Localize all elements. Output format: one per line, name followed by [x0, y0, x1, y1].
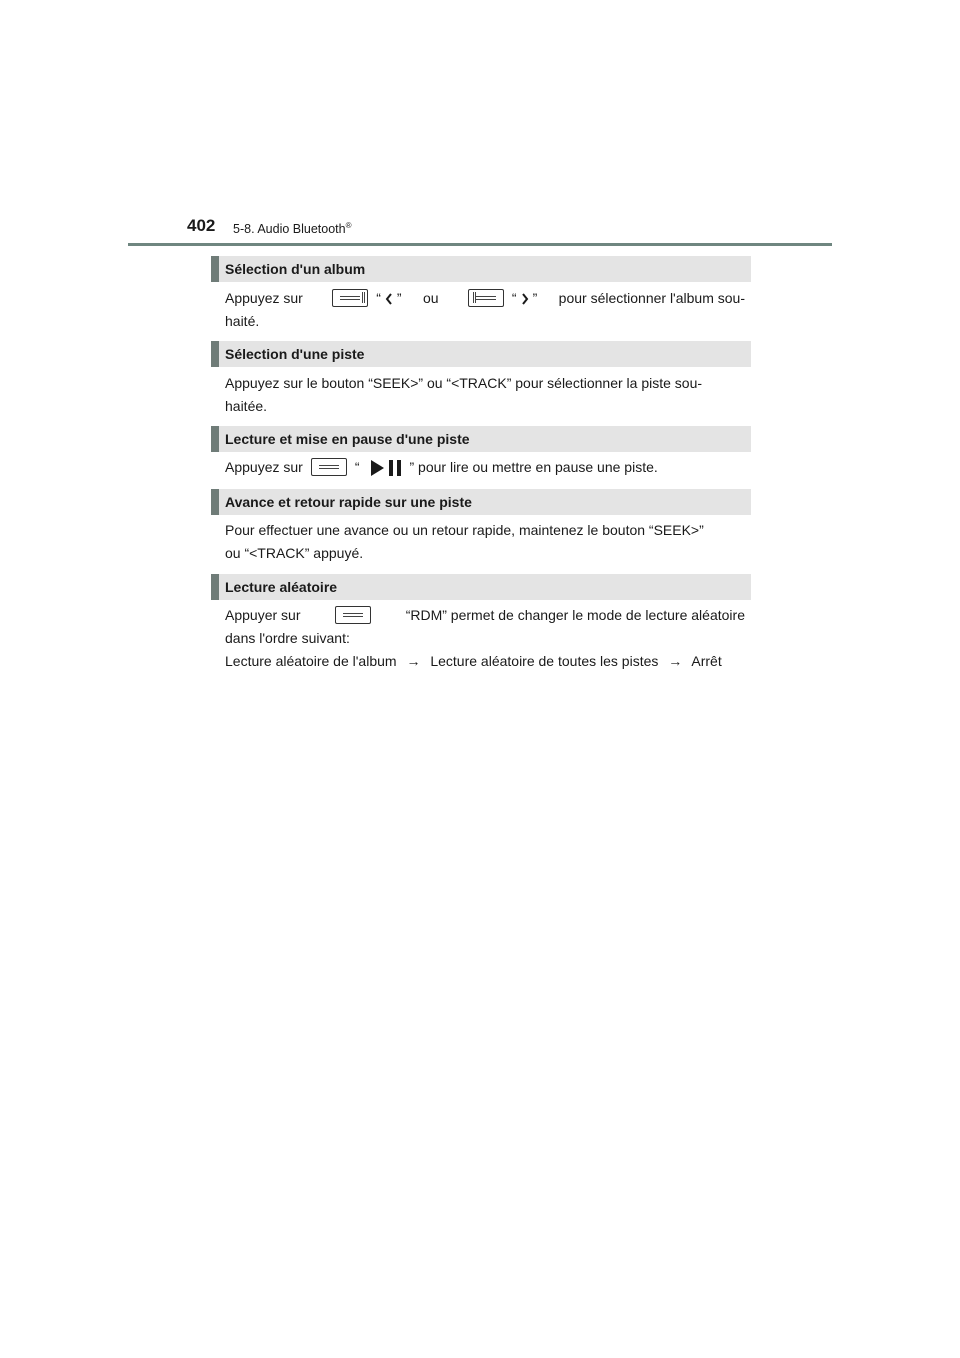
chevron-right-icon [521, 293, 529, 305]
play-button-icon [311, 458, 347, 476]
quote-close: ” [396, 290, 402, 306]
play-text-press: Appuyez sur [225, 459, 303, 475]
album-prev-group [324, 287, 401, 310]
quote-open-2: “ [511, 290, 517, 306]
section-heading-track: Sélection d'une piste [211, 341, 751, 367]
random-sequence [225, 650, 745, 673]
track-line-2: haitée. [225, 398, 268, 414]
section-body-seek [225, 519, 745, 565]
seq-all-tracks: Lecture aléatoire de toutes les pistes [430, 653, 659, 669]
arrow-right-icon: → [406, 653, 421, 669]
section-heading-album: Sélection d'un album [211, 256, 751, 282]
album-text-or: ou [422, 290, 439, 306]
play-line-1 [225, 456, 745, 479]
play-quote-open: “ [354, 459, 360, 475]
seek-line-1: Pour effectuer une avance ou un retour rapide, maintenez le bouton “SEEK>” [225, 522, 704, 538]
seek-line-2: ou “<TRACK” appuyé. [225, 545, 364, 561]
registered-mark: ® [345, 221, 352, 230]
play-text-rest: ” pour lire ou mettre en pause une piste. [409, 459, 658, 475]
seq-album: Lecture aléatoire de l'album [225, 653, 397, 669]
header-rule [128, 243, 832, 246]
quote-close-2: ” [532, 290, 538, 306]
album-line-1 [225, 287, 745, 310]
section-heading-play-pause: Lecture et mise en pause d'une piste [211, 426, 751, 452]
random-line-2: dans l'ordre suivant: [225, 630, 350, 646]
seq-stop: Arrêt [691, 653, 722, 669]
album-text-select: pour sélectionner l'album sou- [558, 290, 745, 306]
rdm-button-icon [335, 606, 371, 624]
album-prev-button-icon [332, 289, 368, 307]
random-text-rest: “RDM” permet de changer le mode de lecture aléatoire [405, 607, 745, 623]
chapter-title-text: 5-8. Audio Bluetooth [233, 222, 346, 237]
random-text-press: Appuyer sur [225, 607, 301, 623]
section-body-track [225, 372, 745, 418]
arrow-right-icon-2: → [668, 653, 683, 669]
chapter-title [233, 221, 352, 236]
album-next-group [460, 287, 537, 310]
section-heading-random: Lecture aléatoire [211, 574, 751, 600]
album-text-press: Appuyez sur [225, 290, 303, 306]
section-body-random [225, 604, 745, 673]
play-pause-icon [370, 459, 404, 477]
track-line-1: Appuyez sur le bouton “SEEK>” ou “<TRACK” pour sélectionner la piste sou- [225, 375, 703, 391]
page-number: 402 [187, 216, 216, 235]
section-heading-seek: Avance et retour rapide sur une piste [211, 489, 751, 515]
chevron-left-icon [385, 293, 393, 305]
album-line-2: haité. [225, 313, 260, 329]
random-line-1 [225, 604, 745, 627]
section-body-album [225, 287, 745, 333]
section-body-play-pause [225, 456, 745, 479]
album-next-button-icon [468, 289, 504, 307]
quote-open: “ [376, 290, 381, 306]
